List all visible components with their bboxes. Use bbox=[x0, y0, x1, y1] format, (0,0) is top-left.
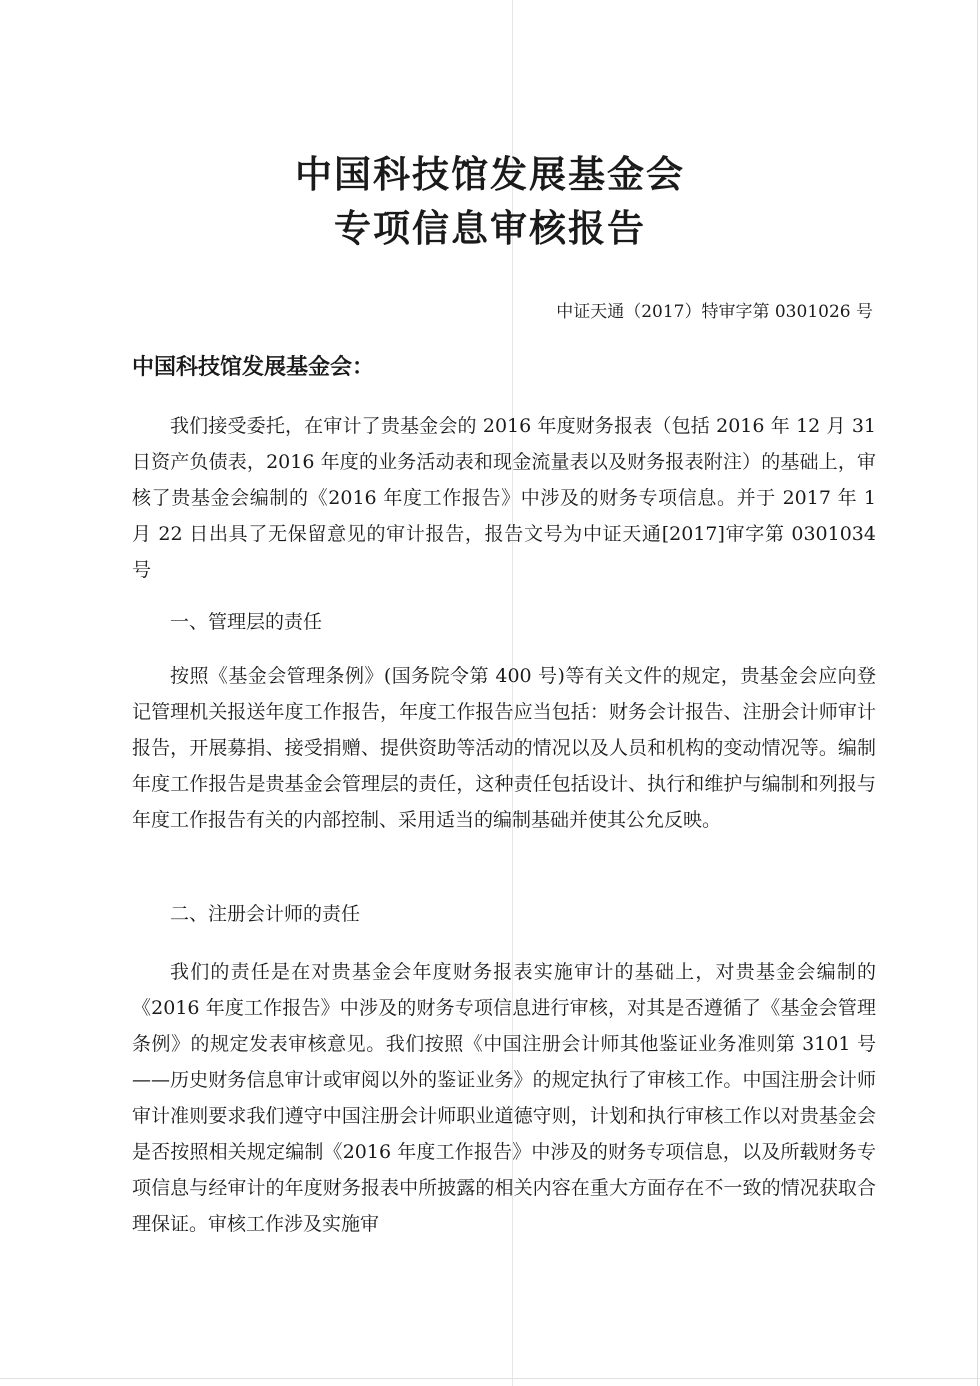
document-title-line2: 专项信息审核报告 bbox=[334, 206, 646, 250]
paragraph-introduction: 我们接受委托，在审计了贵基金会的 2016 年度财务报表（包括 2016 年 12 月 31 日资产负债表，2016 年度的业务活动表和现金流量表以及财务报表附注）的基础上，审核了贵基金会编制的《2016 年度工作报告》中涉及的财务专项信息。并于 2017 年 1 月 22 日出具了无保留意见的审计报告，报告文号为中证天通[2017]审字第 0301034 号 bbox=[132, 415, 876, 581]
section-heading-cpa-responsibility: 二、注册会计师的责任 bbox=[170, 903, 361, 925]
scan-edge-bottom bbox=[0, 1378, 980, 1379]
document-reference-number: 中证天通（2017）特审字第 0301026 号 bbox=[556, 302, 873, 322]
addressee: 中国科技馆发展基金会： bbox=[132, 354, 375, 380]
document-title-line1: 中国科技馆发展基金会 bbox=[295, 152, 685, 196]
section-heading-management-responsibility: 一、管理层的责任 bbox=[170, 611, 323, 633]
paragraph-management-responsibility: 按照《基金会管理条例》(国务院令第 400 号)等有关文件的规定，贵基金会应向登记管理机关报送年度工作报告，年度工作报告应当包括：财务会计报告、注册会计师审计报告，开展募捐、接受捐赠、提供资助等活动的情况以及人员和机构的变动情况等。编制年度工作报告是贵基金会管理层的责任，这种责任包括设计、执行和维护与编制和列报与年度工作报告有关的内部控制、采用适当的编制基础并使其公允反映。 bbox=[132, 665, 876, 831]
paragraph-cpa-responsibility: 我们的责任是在对贵基金会年度财务报表实施审计的基础上，对贵基金会编制的《2016 年度工作报告》中涉及的财务专项信息进行审核，对其是否遵循了《基金会管理条例》的规定发表审核意见。我们按照《中国注册会计师其他鉴证业务准则第 3101 号——历史财务信息审计或审阅以外的鉴证业务》的规定执行了审核工作。中国注册会计师审计准则要求我们遵守中国注册会计师职业道德守则，计划和执行审核工作以对贵基金会是否按照相关规定编制《2016 年度工作报告》中涉及的财务专项信息，以及所载财务专项信息与经审计的年度财务报表中所披露的相关内容在重大方面存在不一致的情况获取合理保证。审核工作涉及实施审 bbox=[132, 961, 876, 1235]
